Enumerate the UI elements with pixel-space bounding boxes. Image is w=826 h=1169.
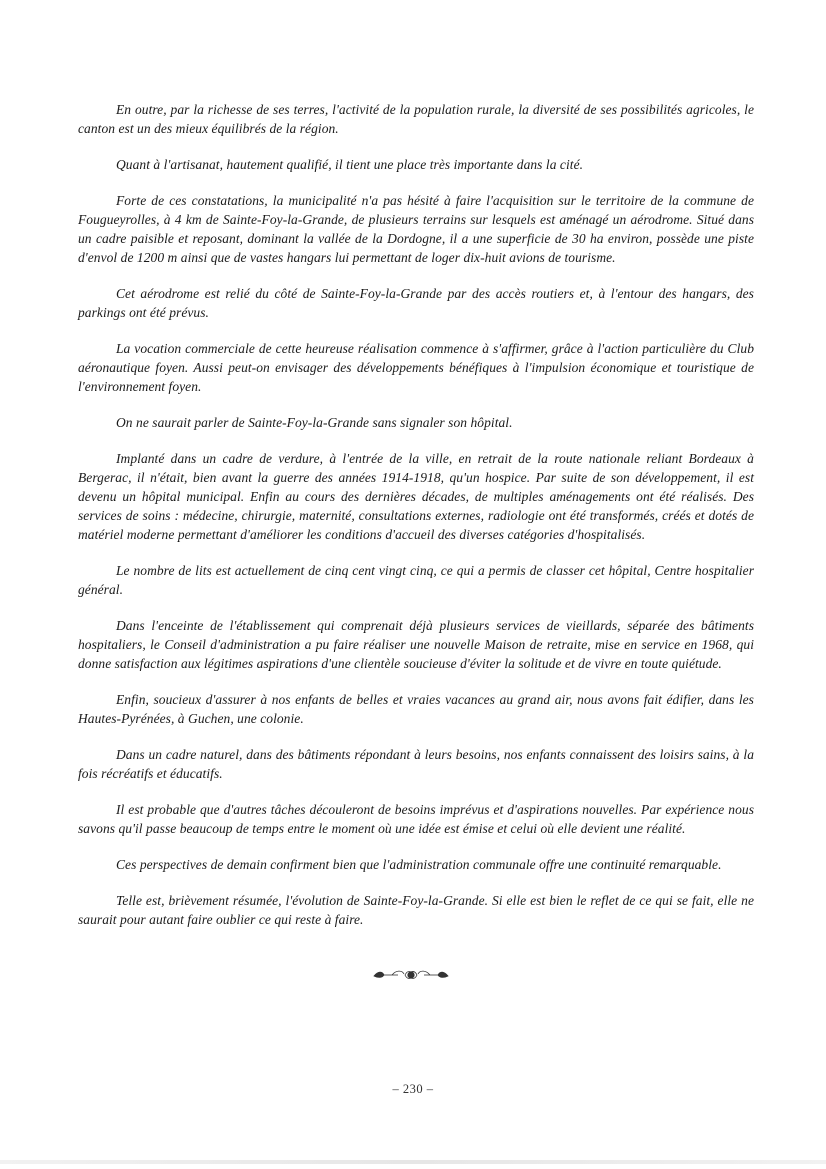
paragraph-8: Le nombre de lits est actuellement de cinq cent vingt cinq, ce qui a permis de classer cet hôpital, Centre hospitalier général. [78,563,754,597]
paragraph-4: Cet aérodrome est relié du côté de Sainte-Foy-la-Grande par des accès routiers et, à l'entour des hangars, des parkings ont été prévus. [78,286,754,320]
paragraph-3: Forte de ces constatations, la municipalité n'a pas hésité à faire l'acquisition sur le territoire de la commune de Fougueyrolles, à 4 km de Sainte-Foy-la-Grande, de plusieurs terrains sur lesquels est aménagé un aérodrome. Situé dans un cadre paisible et reposant, dominant la vallée de la Dordogne, il a une superficie de 30 ha environ, possède une piste d'envol de 1200 m ainsi que de vastes hangars lui permettant de loger dix-huit avions de tourisme. [78,193,754,265]
paragraph-10: Enfin, soucieux d'assurer à nos enfants de belles et vraies vacances au grand air, nous avons fait édifier, dans les Hautes-Pyrénées, à Guchen, une colonie. [78,692,754,726]
fleuron-ornament-icon [372,968,450,982]
paragraph-11: Dans un cadre naturel, dans des bâtiments répondant à leurs besoins, nos enfants connaissent des loisirs sains, à la fois récréatifs et éducatifs. [78,747,754,781]
paragraph-13: Ces perspectives de demain confirment bien que l'administration communale offre une continuité remarquable. [116,857,722,872]
paragraph-2: Quant à l'artisanat, hautement qualifié, il tient une place très importante dans la cité. [116,157,584,172]
page-bottom-edge [0,1160,826,1164]
paragraph-14: Telle est, brièvement résumée, l'évolution de Sainte-Foy-la-Grande. Si elle est bien le reflet de ce qui se fait, elle ne saurait pour autant faire oublier ce qui reste à faire. [78,893,754,927]
paragraph-7: Implanté dans un cadre de verdure, à l'entrée de la ville, en retrait de la route nationale reliant Bordeaux à Bergerac, il n'était, bien avant la guerre des années 1914-1918, qu'un hospice. Par suite de son développement, il est devenu un hôpital municipal. Enfin au cours des dernières décades, de multiples aménagements ont été réalisés. Des services de soins : médecine, chirurgie, maternité, consultations externes, radiologie ont été transformés, créés et dotés de matériel moderne permettant d'améliorer les conditions d'accueil des diverses catégories d'hospitalisés. [78,451,754,542]
paragraph-12: Il est probable que d'autres tâches découleront de besoins imprévus et d'aspirations nouvelles. Par expérience nous savons qu'il passe beaucoup de temps entre le moment où une idée est émise et celui où elle devient une réalité. [78,802,754,836]
document-body [78,100,754,946]
paragraph-6: On ne saurait parler de Sainte-Foy-la-Grande sans signaler son hôpital. [116,415,513,430]
paragraph-9: Dans l'enceinte de l'établissement qui comprenait déjà plusieurs services de vieillards, séparée des bâtiments hospitaliers, le Conseil d'administration a pu faire réaliser une nouvelle Maison de retraite, mise en service en 1968, qui donne satisfaction aux légitimes aspirations d'une clientèle soucieuse d'éviter la solitude et de vivre en toute quiétude. [78,618,754,671]
page-number: – 230 – [392,1082,434,1096]
paragraph-5: La vocation commerciale de cette heureuse réalisation commence à s'affirmer, grâce à l'action particulière du Club aéronautique foyen. Aussi peut-on envisager des développements bénéfiques à l'impulsion économique et touristique de l'environnement foyen. [78,341,754,394]
paragraph-1: En outre, par la richesse de ses terres, l'activité de la population rurale, la diversité de ses possibilités agricoles, le canton est un des mieux équilibrés de la région. [78,102,754,136]
